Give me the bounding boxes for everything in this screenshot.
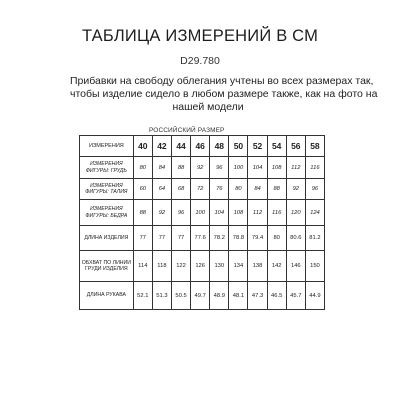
table-cell: 88: [171, 157, 190, 179]
table-cell: 76: [210, 179, 229, 200]
table-cell: 64: [152, 179, 171, 200]
table-cell: 108: [267, 157, 286, 179]
table-cell: 88: [267, 179, 286, 200]
table-cell: 68: [171, 179, 190, 200]
table-cell: 142: [267, 251, 286, 282]
table-cell: 60: [133, 179, 152, 200]
table-row: [80, 251, 325, 282]
row-label: ДЛИНА РУКАВА: [80, 282, 134, 310]
table-cell: 96: [305, 179, 324, 200]
table-row: [80, 226, 325, 251]
row-label: ИЗМЕРЕНИЯ ФИГУРЫ: БЕДРА: [80, 200, 134, 226]
table-cell: 44.9: [305, 282, 324, 310]
table-cell: 50.5: [171, 282, 190, 310]
size-header-cell: 44: [171, 136, 190, 157]
table-cell: 124: [305, 200, 324, 226]
size-header-cell: 50: [229, 136, 248, 157]
size-header-cell: 46: [191, 136, 210, 157]
table-cell: 130: [210, 251, 229, 282]
table-cell: 120: [286, 200, 305, 226]
table-cell: 112: [248, 200, 267, 226]
table-cell: 146: [286, 251, 305, 282]
size-header-cell: 48: [210, 136, 229, 157]
page-title: ТАБЛИЦА ИЗМЕРЕНИЙ В СМ: [81, 27, 319, 45]
size-header-cell: 42: [152, 136, 171, 157]
table-cell: 104: [248, 157, 267, 179]
table-cell: 96: [171, 200, 190, 226]
fit-note-line: Прибавки на свободу облегания учтены во всех размерах так,: [70, 75, 374, 87]
table-cell: 100: [229, 157, 248, 179]
size-header-row: [80, 136, 325, 157]
size-header-cell: 58: [305, 136, 324, 157]
table-cell: 112: [286, 157, 305, 179]
table-cell: 51.3: [152, 282, 171, 310]
table-cell: 80.6: [286, 226, 305, 251]
size-header-cell: 40: [133, 136, 152, 157]
fit-note-line: нашей модели: [172, 101, 244, 113]
row-label: ИЗМЕРЕНИЯ ФИГУРЫ: ТАЛИЯ: [80, 179, 134, 200]
table-cell: 81.2: [305, 226, 324, 251]
table-cell: 92: [152, 200, 171, 226]
table-row: [80, 157, 325, 179]
row-label: ИЗМЕРЕНИЯ ФИГУРЫ: ГРУДЬ: [80, 157, 134, 179]
table-cell: 138: [248, 251, 267, 282]
table-cell: 84: [152, 157, 171, 179]
table-cell: 84: [248, 179, 267, 200]
size-header-cell: 52: [248, 136, 267, 157]
table-cell: 77.6: [191, 226, 210, 251]
row-label: ОБХВАТ ПО ЛИНИИ ГРУДИ ИЗДЕЛИЯ: [80, 251, 134, 282]
table-cell: 48.1: [229, 282, 248, 310]
table-cell: 92: [191, 157, 210, 179]
table-cell: 79.4: [248, 226, 267, 251]
table-row: [80, 200, 325, 226]
table-cell: 77: [133, 226, 152, 251]
table-cell: 134: [229, 251, 248, 282]
fit-note-line: чтобы изделие сидело в любом размере также, как на фото на: [70, 88, 378, 100]
fit-note: [70, 75, 378, 114]
size-header-cell: 56: [286, 136, 305, 157]
row-label: ДЛИНА ИЗДЕЛИЯ: [80, 226, 134, 251]
russian-size-header: РОССИЙСКИЙ РАЗМЕР: [149, 127, 225, 134]
table-cell: 49.7: [191, 282, 210, 310]
table-row: [80, 179, 325, 200]
table-cell: 78.2: [210, 226, 229, 251]
table-cell: 100: [191, 200, 210, 226]
table-cell: 77: [152, 226, 171, 251]
table-cell: 80: [133, 157, 152, 179]
table-cell: 108: [229, 200, 248, 226]
article-code: D29.780: [180, 55, 220, 67]
table-cell: 47.3: [248, 282, 267, 310]
table-cell: 45.7: [286, 282, 305, 310]
table-cell: 72: [191, 179, 210, 200]
table-cell: 48.9: [210, 282, 229, 310]
size-table: [79, 135, 325, 310]
table-cell: 92: [286, 179, 305, 200]
table-cell: 114: [133, 251, 152, 282]
table-cell: 116: [305, 157, 324, 179]
table-cell: 78.8: [229, 226, 248, 251]
measurements-header: ИЗМЕРЕНИЯ: [80, 136, 134, 157]
table-cell: 126: [191, 251, 210, 282]
table-cell: 96: [210, 157, 229, 179]
table-cell: 104: [210, 200, 229, 226]
table-cell: 52.1: [133, 282, 152, 310]
size-header-cell: 54: [267, 136, 286, 157]
table-cell: 122: [171, 251, 190, 282]
table-cell: 77: [171, 226, 190, 251]
table-cell: 80: [229, 179, 248, 200]
table-cell: 118: [152, 251, 171, 282]
table-cell: 46.5: [267, 282, 286, 310]
table-cell: 88: [133, 200, 152, 226]
table-cell: 116: [267, 200, 286, 226]
table-cell: 150: [305, 251, 324, 282]
table-cell: 80: [267, 226, 286, 251]
table-row: [80, 282, 325, 310]
